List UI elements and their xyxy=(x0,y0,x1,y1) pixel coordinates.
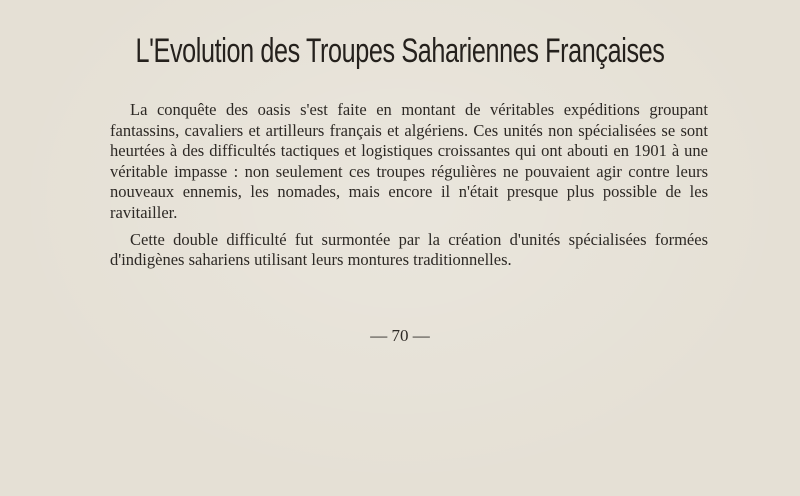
body-text xyxy=(110,100,708,277)
paragraph-2: Cette double difficulté fut surmontée par la création d'unités spécialisées formées d'indigènes sahariens utilisant leurs montures traditionnelles. xyxy=(110,229,708,270)
page-number: — 70 — xyxy=(370,326,430,345)
page-title: L'Evolution des Troupes Sahariennes Françaises xyxy=(135,32,665,70)
paragraph-1: La conquête des oasis s'est faite en montant de véritables expéditions groupant fantassins, cavaliers et artilleurs français et algériens. Ces unités non spécialisées se sont heurtées à des difficultés tactiques et logistiques croissantes qui ont abouti en 1901 à une véritable impasse : non seulement ces troupes régulières ne pouvaient agir contre leurs nouveaux ennemis, les nomades, mais encore il n'était presque plus possible de les ravitailler. xyxy=(110,100,708,222)
